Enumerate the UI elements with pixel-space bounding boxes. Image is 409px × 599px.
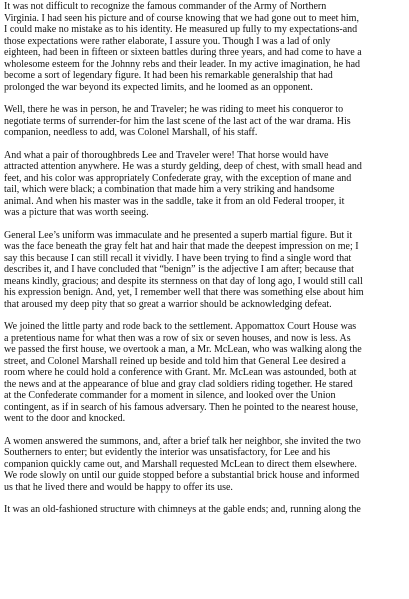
text-line: contingent, as if in search of his famous adversary. Then he pointed to the nearest house, bbox=[4, 401, 359, 413]
text-line: feet, and his color was appropriately Confederate gray, with the exception of mane and bbox=[4, 172, 352, 184]
text-line: animal. And when his master was in the saddle, take it from an old Federal trooper, it bbox=[4, 195, 345, 207]
paragraph bbox=[4, 321, 405, 425]
text-line: It was not difficult to recognize the famous commander of the Army of Northern bbox=[4, 1, 327, 12]
document-text bbox=[4, 1, 405, 527]
text-line: his expression benign. And, yet, I remember well that there was something else about him bbox=[4, 287, 364, 298]
text-line: I could make no mistake as to his identity. He measured up fully to my expectations-and bbox=[4, 24, 358, 35]
text-line: eighteen, had been in fifteen or sixteen battles during three years, and had come to have a bbox=[4, 47, 362, 58]
text-line: Virginia. I had seen his picture and of course knowing that we had gone out to meet him, bbox=[4, 12, 359, 24]
text-line: companion quickly came out, and Marshall requested McLean to direct them elsewhere. bbox=[4, 458, 357, 470]
text-line: say this because I can still recall it vividly. I have been trying to find a single word that bbox=[4, 252, 352, 264]
text-line: attracted attention anywhere. He was a sturdy gelding, deep of chest, with small head and bbox=[4, 161, 362, 172]
paragraph bbox=[4, 504, 405, 516]
text-line: us that he lived there and would be happy to offer its use. bbox=[4, 481, 233, 493]
text-line: companion, needless to add, was Colonel Marshall, of his staff. bbox=[4, 127, 258, 138]
text-line: those expectations were rather elaborate, I assure you. Though I was a lad of only bbox=[4, 35, 331, 47]
text-line: wholesome esteem for the Johnny rebs and their leader. In my active imagination, he had bbox=[4, 58, 361, 70]
text-line: And what a pair of thoroughbreds Lee and Traveler were! That horse would have bbox=[4, 149, 329, 161]
text-line: tail, which were black; a combination that made him a very striking and handsome bbox=[4, 184, 335, 195]
paragraph bbox=[4, 230, 405, 311]
text-line: was a picture that was worth seeing. bbox=[4, 207, 149, 218]
text-line: become a sort of legendary figure. It had been his remarkable generalship that had bbox=[4, 70, 333, 81]
text-line: the news and at the appearance of blue and gray clad soldiers riding together. He stared bbox=[4, 378, 353, 390]
text-line: General Lee’s uniform was immaculate and he presented a superb martial figure. But it bbox=[4, 229, 353, 241]
text-line: went to the door and knocked. bbox=[4, 413, 126, 424]
text-line: that aroused my deep pity that so great a warrior should be acknowledging defeat. bbox=[4, 298, 332, 310]
text-line: at the Confederate commander for a moment in silence, and looked over the Union bbox=[4, 390, 336, 401]
text-line: We rode slowly on until our guide stopped before a substantial brick house and informed bbox=[4, 470, 360, 481]
text-line: prolonged the war beyond its expected limits, and he loomed as an opponent. bbox=[4, 81, 313, 93]
text-line: street, and Colonel Marshall reined up beside and told him that General Lee desired a bbox=[4, 355, 346, 367]
text-line: describes it, and I have concluded that “benign” is the adjective I am after; because that bbox=[4, 264, 354, 275]
text-line: was the face beneath the gray felt hat and hair that made the deepest impression on me; I bbox=[4, 241, 359, 252]
text-line: It was an old-fashioned structure with chimneys at the gable ends; and, running along the bbox=[4, 504, 361, 515]
paragraph bbox=[4, 104, 405, 139]
text-line: Well, there he was in person, he and Traveler; he was riding to meet his conqueror to bbox=[4, 104, 344, 115]
text-line: means kindly, gracious; and despite its sternness on that day of long ago, I would still call bbox=[4, 275, 363, 287]
text-line: A women answered the summons, and, after a brief talk her neighbor, she invited the two bbox=[4, 435, 361, 447]
text-line: negotiate terms of surrender-for him the last scene of the last act of the war drama. His bbox=[4, 115, 351, 127]
text-line: Southerners to enter; but evidently the interior was unsatisfactory, for Lee and his bbox=[4, 447, 331, 458]
text-line: we passed the first house, we overtook a man, a Mr. McLean, who was walking along the bbox=[4, 344, 362, 355]
text-line: room where he could hold a conference with Grant. Mr. McLean was astounded, both at bbox=[4, 367, 357, 378]
paragraph bbox=[4, 436, 405, 494]
paragraph bbox=[4, 150, 405, 219]
text-line: a pretentious name for what then was a row of six or seven houses, and now is less. As bbox=[4, 332, 351, 344]
text-line: We joined the little party and rode back to the settlement. Appomattox Court House was bbox=[4, 321, 357, 332]
paragraph bbox=[4, 1, 405, 93]
